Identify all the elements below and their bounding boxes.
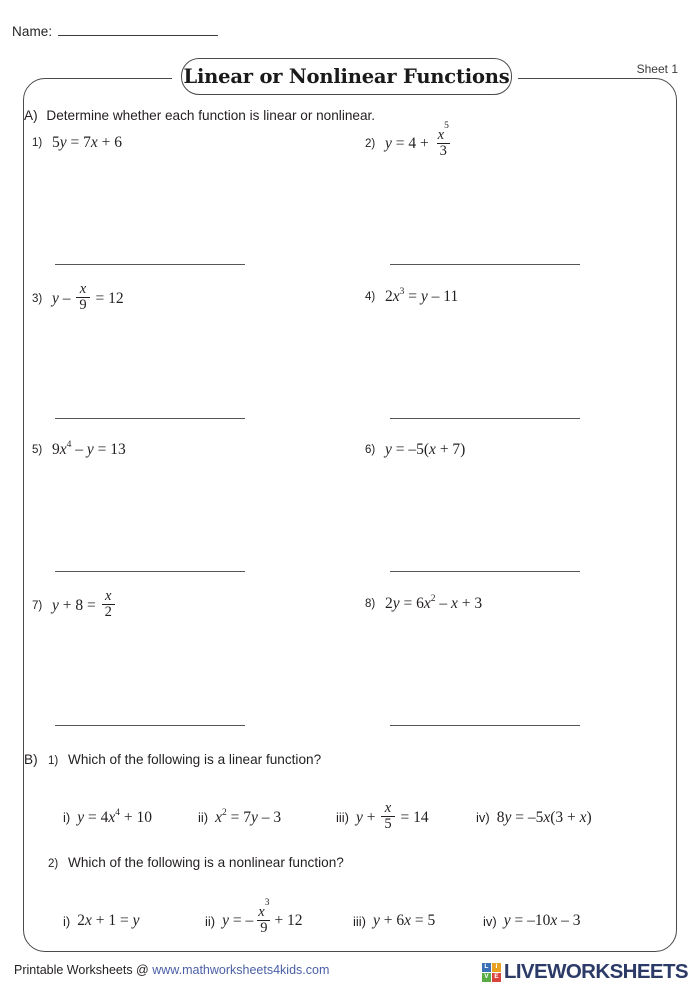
problem-3-number: 3)	[32, 292, 43, 305]
section-a-letter: A)	[24, 108, 38, 123]
problem-2-answer-line[interactable]	[390, 264, 580, 265]
option-b1-ii[interactable]	[198, 809, 336, 827]
option-b1-iv[interactable]	[476, 809, 592, 827]
option-b1-i-label: i)	[63, 810, 71, 826]
problem-2-equation: y = 4 + $\frac{x^5}{3}$	[385, 121, 449, 160]
section-b-question-2-text: Which of the following is a nonlinear function?	[68, 855, 344, 870]
problem-5	[32, 441, 126, 459]
section-a-instruction: Determine whether each function is linear or nonlinear.	[46, 108, 376, 123]
option-b2-iv-label: iv)	[483, 913, 497, 929]
option-b1-ii-label: ii)	[198, 810, 209, 826]
worksheet-title-pill	[181, 58, 512, 95]
page-title: Linear or Nonlinear Functions	[183, 65, 510, 88]
footer-credit-prefix: Printable Worksheets @	[14, 963, 153, 977]
option-b2-ii[interactable]	[205, 898, 353, 937]
problem-3	[32, 283, 124, 314]
problem-5-answer-line[interactable]	[55, 571, 245, 572]
liveworksheets-logo-icon	[482, 963, 501, 982]
name-input-rule[interactable]	[58, 35, 218, 36]
option-b1-iii-equation: y + $\frac{x}{5}$ = 14	[356, 800, 429, 833]
problem-2	[365, 121, 454, 160]
section-b-question-2-number: 2)	[48, 858, 59, 870]
problem-3-answer-line[interactable]	[55, 418, 245, 419]
problem-8	[365, 595, 482, 613]
problem-8-number: 8)	[365, 598, 376, 610]
section-b-question-2	[48, 855, 344, 870]
option-b2-iv[interactable]	[483, 912, 581, 930]
problem-8-answer-line[interactable]	[390, 725, 580, 726]
problem-6-equation: y = –5( x + 7)	[385, 441, 466, 458]
liveworksheets-brand-text: LIVEWORKSHEETS	[503, 960, 688, 983]
problem-7-number: 7)	[32, 599, 43, 612]
logo-cell-v: V	[482, 973, 491, 982]
option-b1-iii[interactable]	[336, 802, 476, 833]
name-label: Name:	[12, 24, 53, 39]
problem-1-answer-line[interactable]	[55, 264, 245, 265]
name-field-row	[12, 24, 218, 39]
option-b2-iii[interactable]	[353, 912, 483, 930]
problem-7	[32, 590, 117, 621]
problem-4-answer-line[interactable]	[390, 418, 580, 419]
section-b-question-1-number: 1)	[48, 755, 59, 767]
logo-cell-e: E	[492, 973, 501, 982]
problem-5-equation: 9 x 4 – y = 13	[52, 440, 126, 458]
option-b2-iv-equation: y = –10 x – 3	[503, 912, 581, 930]
section-b-question-1-text: Which of the following is a linear function?	[68, 752, 322, 767]
option-b2-ii-equation: y = – $\frac{x^3}{9}$ + 12	[222, 898, 303, 937]
option-b2-ii-label: ii)	[205, 913, 216, 929]
problem-6-number: 6)	[365, 444, 376, 456]
problem-7-equation: y + 8 = $\frac{x}{2}$	[52, 590, 117, 621]
option-b2-i-label: i)	[63, 913, 71, 929]
section-b-question-1-options	[63, 802, 592, 833]
option-b1-i-equation: y = 4 x 4 + 10	[77, 807, 152, 826]
footer-url[interactable]: www.mathworksheets4kids.com	[152, 963, 330, 977]
section-b-letter: B)	[24, 752, 38, 767]
option-b1-i[interactable]	[63, 809, 198, 827]
section-b-question-2-options	[63, 898, 581, 937]
problem-8-equation: 2 y = 6 x 2 – x + 3	[385, 594, 483, 612]
problem-6-answer-line[interactable]	[390, 571, 580, 572]
option-b1-iii-label: iii)	[336, 810, 349, 826]
logo-cell-l: L	[482, 963, 491, 972]
problem-4-equation: 2 x 3 = y – 11	[385, 287, 459, 305]
option-b1-ii-equation: x 2 = 7 y – 3	[215, 807, 282, 826]
problem-3-equation: y – $\frac{x}{9}$ = 12	[52, 281, 124, 314]
option-b2-iii-equation: y + 6 x = 5	[373, 912, 436, 930]
problem-1-equation: 5 y = 7 x + 6	[52, 134, 123, 151]
option-b2-iii-label: iii)	[353, 913, 366, 929]
option-b2-i-equation: 2 x + 1 = y	[77, 912, 140, 930]
problem-1	[32, 134, 122, 152]
section-a-heading	[24, 108, 375, 123]
option-b1-iv-label: iv)	[476, 810, 490, 826]
logo-cell-i: I	[492, 963, 501, 972]
problem-5-number: 5)	[32, 444, 43, 456]
option-b2-i[interactable]	[63, 912, 205, 930]
problem-4-number: 4)	[365, 291, 376, 303]
liveworksheets-logo[interactable]	[482, 960, 688, 984]
footer-credit	[14, 963, 329, 977]
problem-4	[365, 288, 458, 306]
problem-2-number: 2)	[365, 138, 376, 151]
problem-1-number: 1)	[32, 137, 43, 149]
option-b1-iv-equation: 8 y = –5 x (3 + x )	[496, 808, 592, 826]
section-b-question-1	[48, 752, 321, 767]
problem-6	[365, 441, 465, 459]
problem-7-answer-line[interactable]	[55, 725, 245, 726]
sheet-label: Sheet 1	[636, 62, 678, 76]
